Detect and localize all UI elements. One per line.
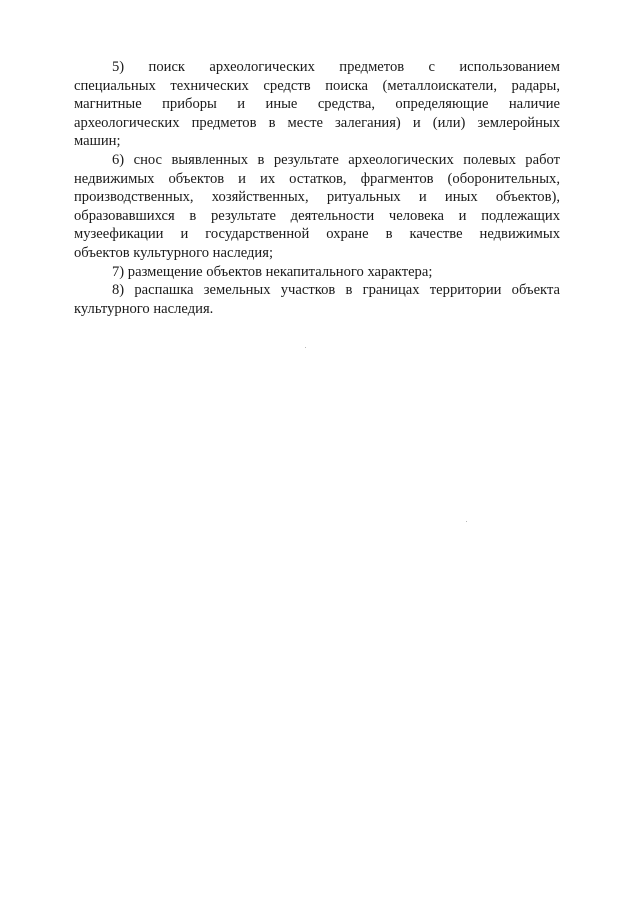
text-line: музеефикации и государственной охране в качестве недвижимых xyxy=(74,226,560,243)
text-line: 7) размещение объектов некапитального характера; xyxy=(112,263,433,280)
text-line: 5) поиск археологических предметов с использованием xyxy=(112,59,560,75)
scan-speck xyxy=(305,347,306,348)
text-line: археологических предметов в месте залегания) и (или) землеройных xyxy=(74,114,560,131)
text-line: производственных, хозяйственных, ритуальных и иных объектов), xyxy=(74,189,560,206)
text-line: специальных технических средств поиска (металлоискатели, радары, xyxy=(74,77,560,94)
text-line: 6) снос выявленных в результате археологических полевых работ xyxy=(112,151,560,168)
text-line: магнитные приборы и иные средства, определяющие наличие xyxy=(74,96,560,113)
text-line: образовавшихся в результате деятельности человека и подлежащих xyxy=(74,207,560,224)
list-item-8 xyxy=(74,281,560,318)
list-item-6 xyxy=(74,151,560,263)
text-line: 8) распашка земельных участков в границах территории объекта xyxy=(112,282,560,299)
text-line: культурного наследия. xyxy=(74,300,214,317)
text-line: объектов культурного наследия; xyxy=(74,244,274,261)
document-body xyxy=(74,58,560,318)
text-line: машин; xyxy=(74,133,121,150)
list-item-7 xyxy=(74,263,560,282)
list-item-5 xyxy=(74,58,560,151)
scan-speck xyxy=(466,521,467,522)
text-line: недвижимых объектов и их остатков, фрагментов (оборонительных, xyxy=(74,170,560,187)
